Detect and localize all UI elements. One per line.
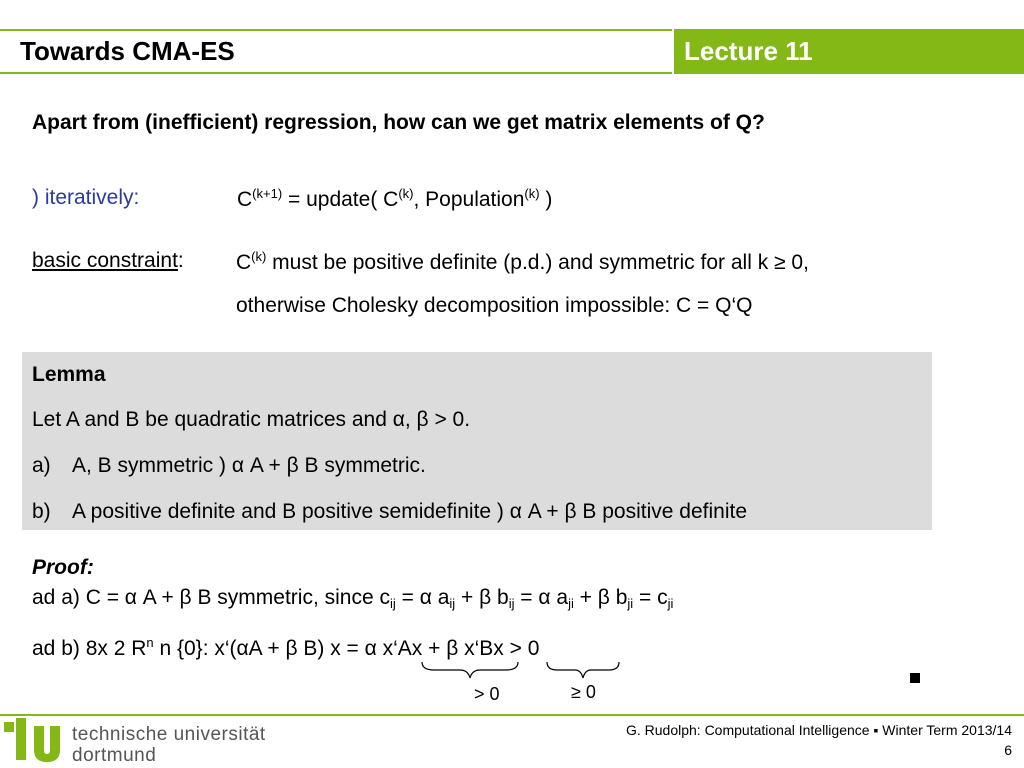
proof-part-b: ad b) 8x 2 $R^n$ n {0}: x‘(αA + β B) x = α x‘Ax + β x‘Bx > 0 <box>32 635 540 660</box>
annotation-nonnegative: ≥ 0 <box>571 682 596 702</box>
underbrace-icon <box>545 660 621 682</box>
annotation-positive: > 0 <box>474 684 500 704</box>
question-text: Apart from (inefficient) regression, how can we get matrix elements of Q? <box>32 111 765 134</box>
tu-logo-icon <box>2 716 66 766</box>
constraint-text-line2: otherwise Cholesky decomposition impossible: C = Q‘Q <box>236 294 753 317</box>
lemma-intro: Let A and B be quadratic matrices and α, β > 0. <box>32 408 471 431</box>
footer-credit: G. Rudolph: Computational Intelligence ▪ Winter Term 2013/14 <box>625 722 1012 738</box>
university-name-line1: technische universität <box>72 724 266 745</box>
lemma-item-a: A, B symmetric ) α A + β B symmetric. <box>72 454 426 477</box>
proof-title: Proof: <box>32 556 94 579</box>
lemma-item-b-marker: b) <box>32 500 51 523</box>
constraint-text-line1: $C^{(k)}$ must be positive definite (p.d.) and symmetric for all k ≥ 0, <box>236 249 809 274</box>
proof-part-a: ad a) C = α A + β B symmetric, since $c_{ij} = \alpha$ $a_{ij} + \beta$ $b_{ij} = \alpha$ $a_{ji} + \beta$ $b_{ji} = c_{ji}$ <box>32 586 674 611</box>
qed-square-icon <box>910 673 920 683</box>
lemma-item-a-marker: a) <box>32 454 51 477</box>
university-name-line2: dortmund <box>72 745 157 766</box>
iteration-label: ) iteratively: <box>32 186 140 209</box>
iteration-formula: $C^{(k+1)}$ = update( $C^{(k)}$, Population$^{(k)}$ ) <box>237 186 553 211</box>
footer-divider <box>0 714 1024 716</box>
underbrace-icon <box>420 660 520 682</box>
page-number: 6 <box>1004 742 1012 758</box>
lemma-title: Lemma <box>32 363 106 386</box>
lemma-item-b: A positive definite and B positive semidefinite ) α A + β B positive definite <box>72 500 748 523</box>
lecture-label: Lecture 11 <box>684 36 813 66</box>
slide-title: Towards CMA-ES <box>20 36 235 66</box>
constraint-label: basic constraint: <box>32 249 184 272</box>
